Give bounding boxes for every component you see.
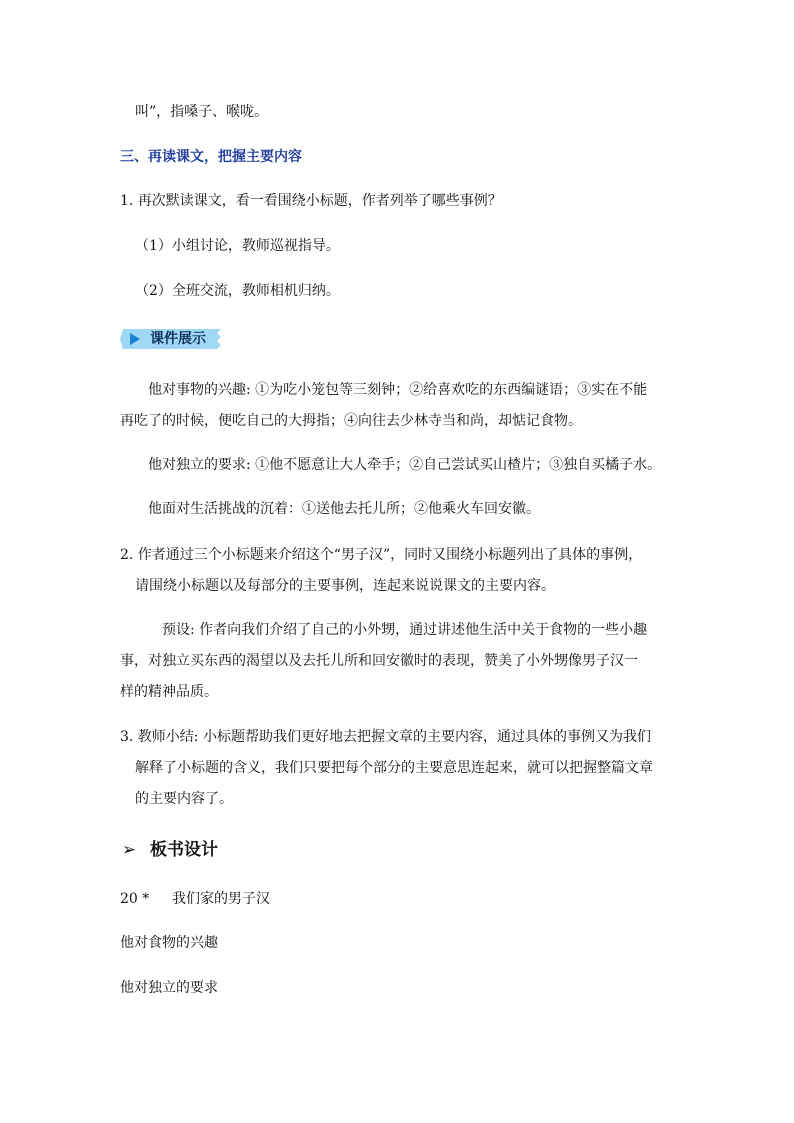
board-design-label: 板书设计 (150, 840, 218, 860)
board-item-1: 他对食物的兴趣 (120, 935, 218, 951)
preset-line-3: 样的精神品质。 (120, 684, 218, 700)
board-lesson-title: 我们家的男子汉 (172, 891, 270, 907)
board-lesson-number: 20 * (120, 891, 150, 907)
summary-line-3: 的主要内容了。 (135, 791, 233, 807)
question-2-line-1: 2. 作者通过三个小标题来介绍这个“男子汉”，同时又围绕小标题列出了具体的事例， (120, 547, 643, 563)
paragraph-independence: 他对独立的要求: ①他不愿意让大人牵手；②自己尝试买山楂片；③独自买橘子水。 (148, 457, 662, 473)
question-1-item-2: （2）全班交流，教师相机归纳。 (135, 283, 340, 299)
paragraph-interest-line-2: 再吃了的时候，便吃自己的大拇指；④向往去少林寺当和尚，却惦记食物。 (120, 413, 582, 429)
question-1-item-1: （1）小组讨论，教师巡视指导。 (135, 238, 340, 254)
badge-label: 课件展示 (150, 331, 206, 347)
section-heading-3: 三、再读课文，把握主要内容 (120, 149, 302, 165)
paragraph-challenge: 他面对生活挑战的沉着：①送他去托儿所；②他乘火车回安徽。 (148, 501, 540, 517)
paragraph-interest-line-1: 他对事物的兴趣: ①为吃小笼包等三刻钟；②给喜欢吃的东西编谜语；③实在不能 (148, 382, 648, 398)
summary-line-2: 解释了小标题的含义，我们只要把每个部分的主要意思连起来，就可以把握整篇文章 (135, 760, 653, 776)
board-item-2: 他对独立的要求 (120, 980, 218, 996)
preset-line-1: 预设: 作者向我们介绍了自己的小外甥，通过讲述他生活中关于食物的一些小趣 (162, 622, 648, 638)
courseware-display-badge (120, 326, 232, 352)
arrow-bullet-icon: ➢ (122, 840, 137, 860)
question-1: 1. 再次默读课文，看一看围绕小标题，作者列举了哪些事例？ (120, 193, 502, 209)
preset-line-2: 事，对独立买东西的渴望以及去托儿所和回安徽时的表现，赞美了小外甥像男子汉一 (120, 653, 638, 669)
text-line: 叫”，指嗓子、喉咙。 (135, 104, 269, 120)
board-design-heading (122, 838, 218, 862)
summary-line-1: 3. 教师小结: 小标题帮助我们更好地去把握文章的主要内容，通过具体的事例又为我们 (120, 729, 651, 745)
question-2-line-2: 请围绕小标题以及每部分的主要事例，连起来说说课文的主要内容。 (135, 578, 555, 594)
